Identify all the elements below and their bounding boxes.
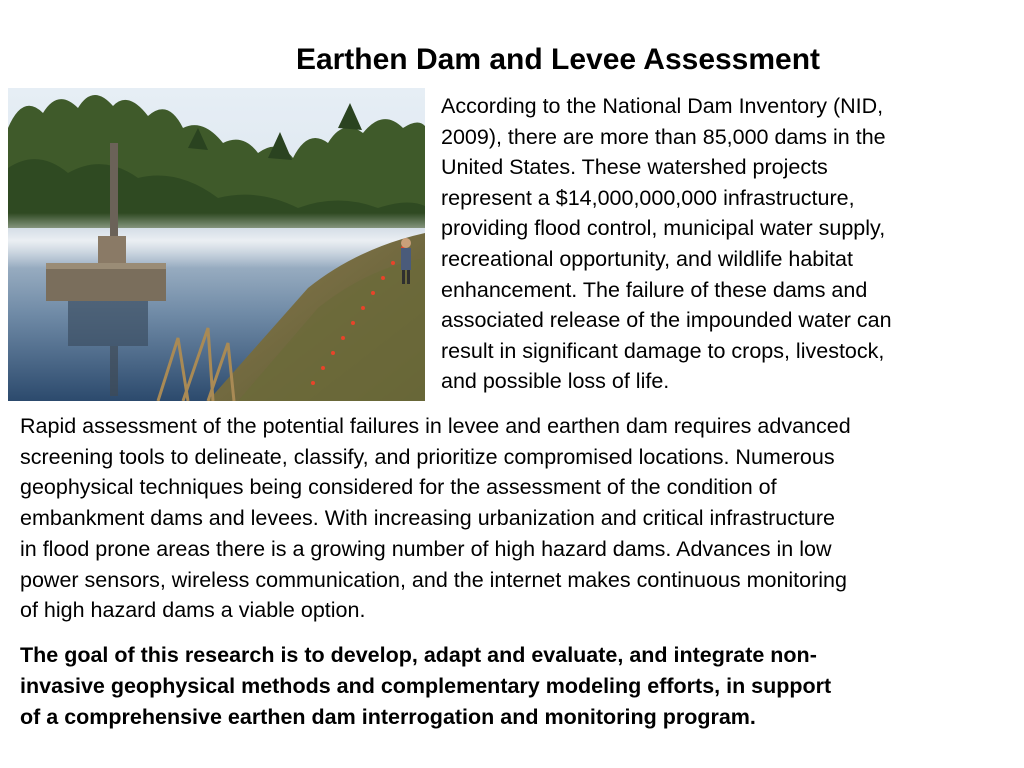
body-line: screening tools to delineate, classify, and prioritize compromised locations. Numerous — [20, 444, 835, 469]
intro-line: represent a $14,000,000,000 infrastructure, — [441, 185, 855, 210]
intro-line: According to the National Dam Inventory (NID, — [441, 94, 884, 118]
body-line: of high hazard dams a viable option. — [20, 598, 366, 623]
body-line: in flood prone areas there is a growing number of high hazard dams. Advances in low — [20, 536, 832, 561]
goal-line: of a comprehensive earthen dam interrogation and monitoring program. — [20, 705, 756, 729]
intro-line: associated release of the impounded water can — [441, 308, 892, 333]
intro-paragraph — [441, 91, 1021, 397]
intro-line: United States. These watershed projects — [441, 155, 828, 180]
intro-line: providing flood control, municipal water supply, — [441, 216, 886, 241]
intro-line: enhancement. The failure of these dams and — [441, 277, 868, 302]
intro-line: recreational opportunity, and wildlife habitat — [441, 246, 853, 271]
goal-line: invasive geophysical methods and complementary modeling efforts, in support — [20, 674, 832, 698]
body-paragraph — [20, 411, 1020, 626]
body-line: Rapid assessment of the potential failures in levee and earthen dam requires advanced — [20, 414, 851, 438]
page-title: Earthen Dam and Levee Assessment — [295, 43, 821, 76]
body-line: power sensors, wireless communication, and the internet makes continuous monitoring — [20, 567, 847, 592]
dam-photo — [8, 88, 425, 401]
goal-paragraph — [20, 640, 1020, 733]
intro-line: result in significant damage to crops, livestock, — [441, 338, 885, 363]
goal-line: The goal of this research is to develop, adapt and evaluate, and integrate non- — [20, 643, 817, 667]
body-line: embankment dams and levees. With increasing urbanization and critical infrastructure — [20, 506, 836, 531]
intro-line: 2009), there are more than 85,000 dams in the — [441, 124, 886, 149]
body-line: geophysical techniques being considered for the assessment of the condition of — [20, 475, 777, 500]
intro-line: and possible loss of life. — [441, 369, 670, 394]
